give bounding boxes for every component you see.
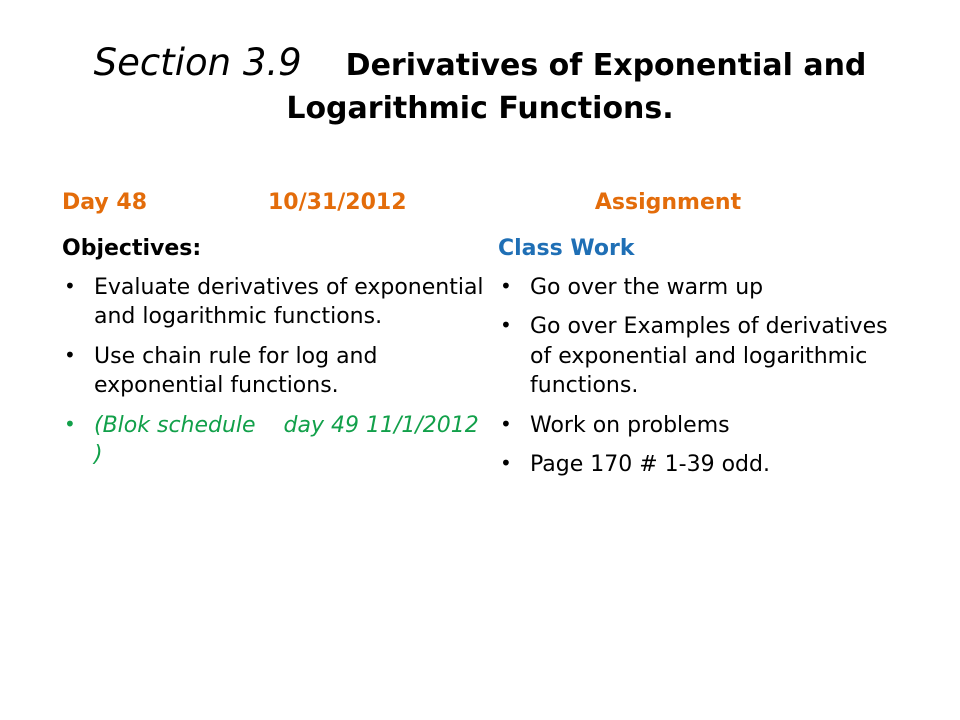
bullet-icon: • xyxy=(64,342,76,367)
list-item xyxy=(498,450,890,479)
objective-text: Evaluate derivatives of exponential and logarithmic functions. xyxy=(94,275,484,330)
title-main-part-2: Logarithmic Functions. xyxy=(286,91,674,127)
list-item xyxy=(498,411,890,440)
assignment-row xyxy=(498,190,928,222)
assignment-heading: Assignment xyxy=(594,190,742,215)
bullet-icon: • xyxy=(500,274,512,298)
classwork-text: Work on problems xyxy=(530,412,730,438)
day-label: Day 48 xyxy=(62,190,148,215)
classwork-heading: Class Work xyxy=(498,236,635,261)
list-item xyxy=(62,342,484,401)
title-main-part-1: Derivatives of Exponential and xyxy=(345,48,867,83)
section-label: Section 3.9 xyxy=(93,41,302,84)
list-item xyxy=(498,273,890,302)
bullet-icon: • xyxy=(64,411,76,436)
classwork-text: Page 170 # 1-39 odd. xyxy=(530,452,770,478)
objective-text: Use chain rule for log and exponential functions. xyxy=(94,343,378,399)
list-item xyxy=(498,312,890,400)
bullet-icon: • xyxy=(500,313,512,338)
classwork-text: Go over Examples of derivatives of exponential and logarithmic functions. xyxy=(530,314,888,399)
classwork-list xyxy=(498,273,928,480)
objectives-heading: Objectives: xyxy=(62,236,202,261)
bullet-icon: • xyxy=(64,274,76,298)
title-line-1 xyxy=(40,40,920,86)
bullet-icon: • xyxy=(500,411,512,436)
schedule-note: (Blok schedule day 49 11/1/2012 ) xyxy=(94,412,486,468)
date-label: 10/31/2012 xyxy=(268,190,407,215)
bullet-icon: • xyxy=(500,451,512,476)
slide-title xyxy=(40,40,920,128)
list-item xyxy=(62,273,484,332)
left-column xyxy=(62,190,492,480)
classwork-text: Go over the warm up xyxy=(530,275,764,300)
objectives-list xyxy=(62,273,492,470)
list-item xyxy=(62,411,484,470)
day-date-row xyxy=(62,190,492,222)
right-column xyxy=(498,190,928,490)
